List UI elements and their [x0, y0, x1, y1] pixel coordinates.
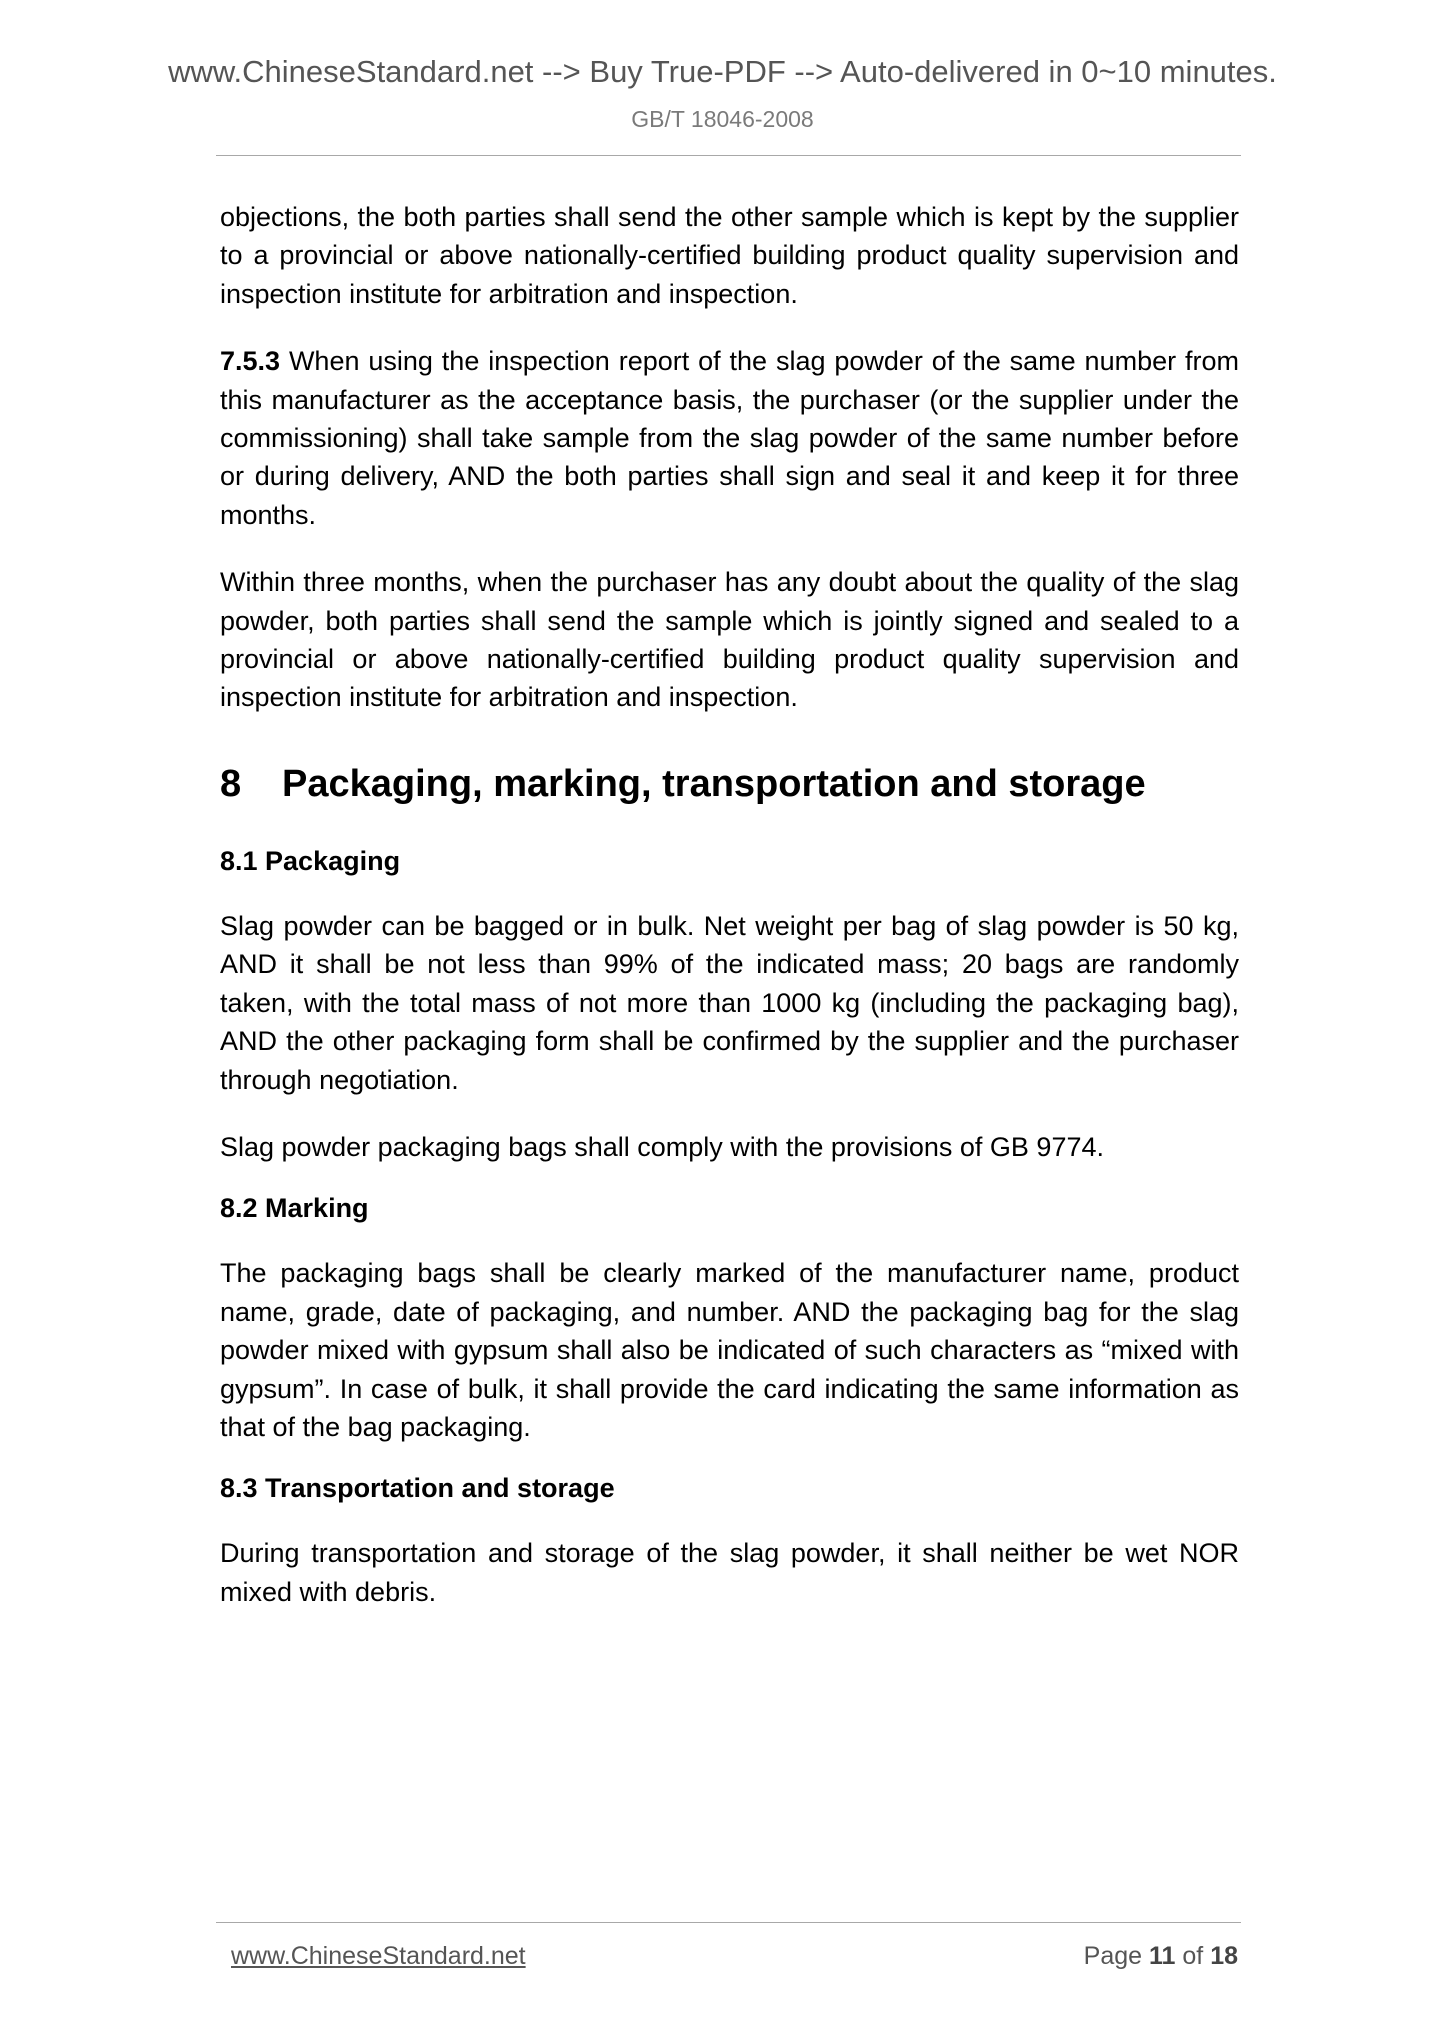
page-of: of	[1175, 1942, 1211, 1970]
clause-number: 7.5.3	[220, 346, 281, 377]
page-number	[1084, 1944, 1238, 1969]
section-heading-8	[220, 762, 1239, 805]
subsection-heading-8-1: 8.1 Packaging	[220, 845, 401, 876]
paragraph-within-three-months: Within three months, when the purchaser has any doubt about the quality of the slag powder, both parties shall send the sample which is jointly signed and sealed to a provincial or above nationally-certified building product quality supervision and inspection institute for arbitration and inspection.	[220, 567, 1239, 713]
clause-7-5-3	[220, 342, 1239, 534]
header-divider	[216, 155, 1241, 156]
subsection-heading-8-3: 8.3 Transportation and storage	[220, 1473, 615, 1504]
page-content	[220, 198, 1239, 1640]
section-number: 8	[220, 762, 242, 805]
footer-site-link[interactable]: www.ChineseStandard.net	[231, 1942, 526, 1970]
subsection-heading-8-2: 8.2 Marking	[220, 1193, 369, 1224]
paragraph-packaging-bags: Slag powder packaging bags shall comply with the provisions of GB 9774.	[220, 1131, 1104, 1162]
footer-divider	[216, 1922, 1241, 1923]
paragraph-packaging: Slag powder can be bagged or in bulk. Net weight per bag of slag powder is 50 kg, AND it shall be not less than 99% of the indicated mass; 20 bags are randomly taken, with the total mass of not more than 1000 kg (including the packaging bag), AND the other packaging form shall be confirmed by the supplier and the purchaser through negotiation.	[220, 910, 1239, 1095]
page-total: 18	[1210, 1942, 1238, 1970]
paragraph-marking: The packaging bags shall be clearly marked of the manufacturer name, product name, grade, date of packaging, and number. AND the packaging bag for the slag powder mixed with gypsum shall also be indicated of such characters as “mixed with gypsum”. In case of bulk, it shall provide the card indicating the same information as that of the bag packaging.	[220, 1258, 1239, 1442]
paragraph-transportation: During transportation and storage of the slag powder, it shall neither be wet NOR mixed with debris.	[220, 1538, 1239, 1607]
clause-text: When using the inspection report of the slag powder of the same number from this manufacturer as the acceptance basis, the purchaser (or the supplier under the commissioning) shall take sample from the slag powder of the same number before or during delivery, AND the both parties shall sign and seal it and keep it for three months.	[220, 346, 1239, 530]
section-title: Packaging, marking, transportation and storage	[282, 762, 1146, 805]
paragraph-objections: objections, the both parties shall send the other sample which is kept by the supplier to a provincial or above nationally-certified building product quality supervision and inspection institute for arbitration and inspection.	[220, 202, 1239, 309]
header-banner: www.ChineseStandard.net --> Buy True-PDF --> Auto-delivered in 0~10 minutes.	[168, 54, 1277, 89]
page-prefix: Page	[1083, 1942, 1149, 1970]
page-current: 11	[1149, 1942, 1176, 1970]
standard-code: GB/T 18046-2008	[631, 106, 814, 132]
